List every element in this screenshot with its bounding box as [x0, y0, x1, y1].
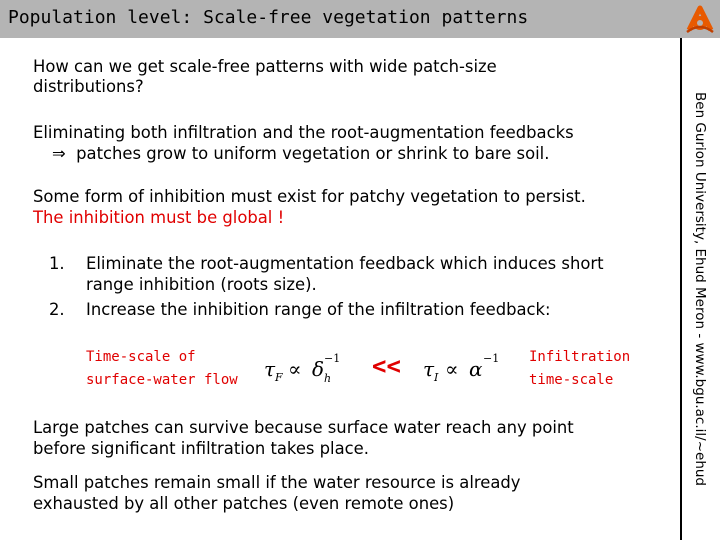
question-line-2: distributions? [33, 77, 144, 96]
title-bar [0, 0, 720, 38]
credit-text: Ben Gurion University, Ehud Meron - www.bgu.ac.il/~ehud [692, 92, 708, 486]
slide-title: Population level: Scale-free vegetation patterns [8, 7, 529, 28]
surface-flow-label-line-2: surface-water flow [86, 372, 238, 388]
flow-timescale-formula [262, 346, 362, 386]
elimination-line-2-text: patches grow to uniform vegetation or shrink to bare soil. [76, 144, 550, 163]
inhibition-line-1: Some form of inhibition must exist for patchy vegetation to persist. [33, 187, 586, 206]
list-number-2: 2. [49, 300, 65, 319]
infiltration-label-line-2: time-scale [529, 372, 614, 388]
list-item-2-line-1: Increase the inhibition range of the infiltration feedback: [86, 300, 551, 319]
elimination-line-2 [52, 144, 549, 164]
svg-text:F: F [275, 371, 283, 384]
elimination-line-1: Eliminating both infiltration and the root-augmentation feedbacks [33, 123, 574, 142]
infiltration-label-line-1: Infiltration [529, 349, 631, 365]
much-less-than-symbol: << [372, 352, 401, 380]
conclusion-line-1: Large patches can survive because surface water reach any point [33, 418, 574, 437]
svg-text:−1: −1 [324, 352, 341, 365]
inhibition-line-2: The inhibition must be global ! [33, 208, 285, 227]
list-number-1: 1. [49, 254, 65, 273]
svg-text:I: I [434, 371, 439, 384]
svg-text:δ: δ [312, 357, 325, 381]
svg-text:τ: τ [264, 357, 276, 381]
svg-text:∝: ∝ [288, 357, 302, 381]
conclusion-line-3: Small patches remain small if the water resource is already [33, 473, 521, 492]
svg-text:−1: −1 [483, 352, 500, 365]
list-item-1-line-1: Eliminate the root-augmentation feedback which induces short [86, 254, 604, 273]
conclusion-line-2: before significant infiltration takes place. [33, 439, 369, 458]
infiltration-timescale-formula [421, 346, 511, 386]
surface-flow-label-line-1: Time-scale of [86, 349, 196, 365]
bgu-logo-icon [683, 2, 717, 36]
implies-icon: ⇒ [52, 144, 66, 163]
list-item-1-line-2: range inhibition (roots size). [86, 275, 317, 294]
svg-text:∝: ∝ [445, 357, 459, 381]
svg-text:τ: τ [423, 357, 435, 381]
svg-text:α: α [469, 357, 483, 381]
conclusion-line-4: exhausted by all other patches (even remote ones) [33, 494, 455, 513]
svg-text:h: h [324, 372, 332, 385]
question-line-1: How can we get scale-free patterns with wide patch-size [33, 57, 497, 76]
